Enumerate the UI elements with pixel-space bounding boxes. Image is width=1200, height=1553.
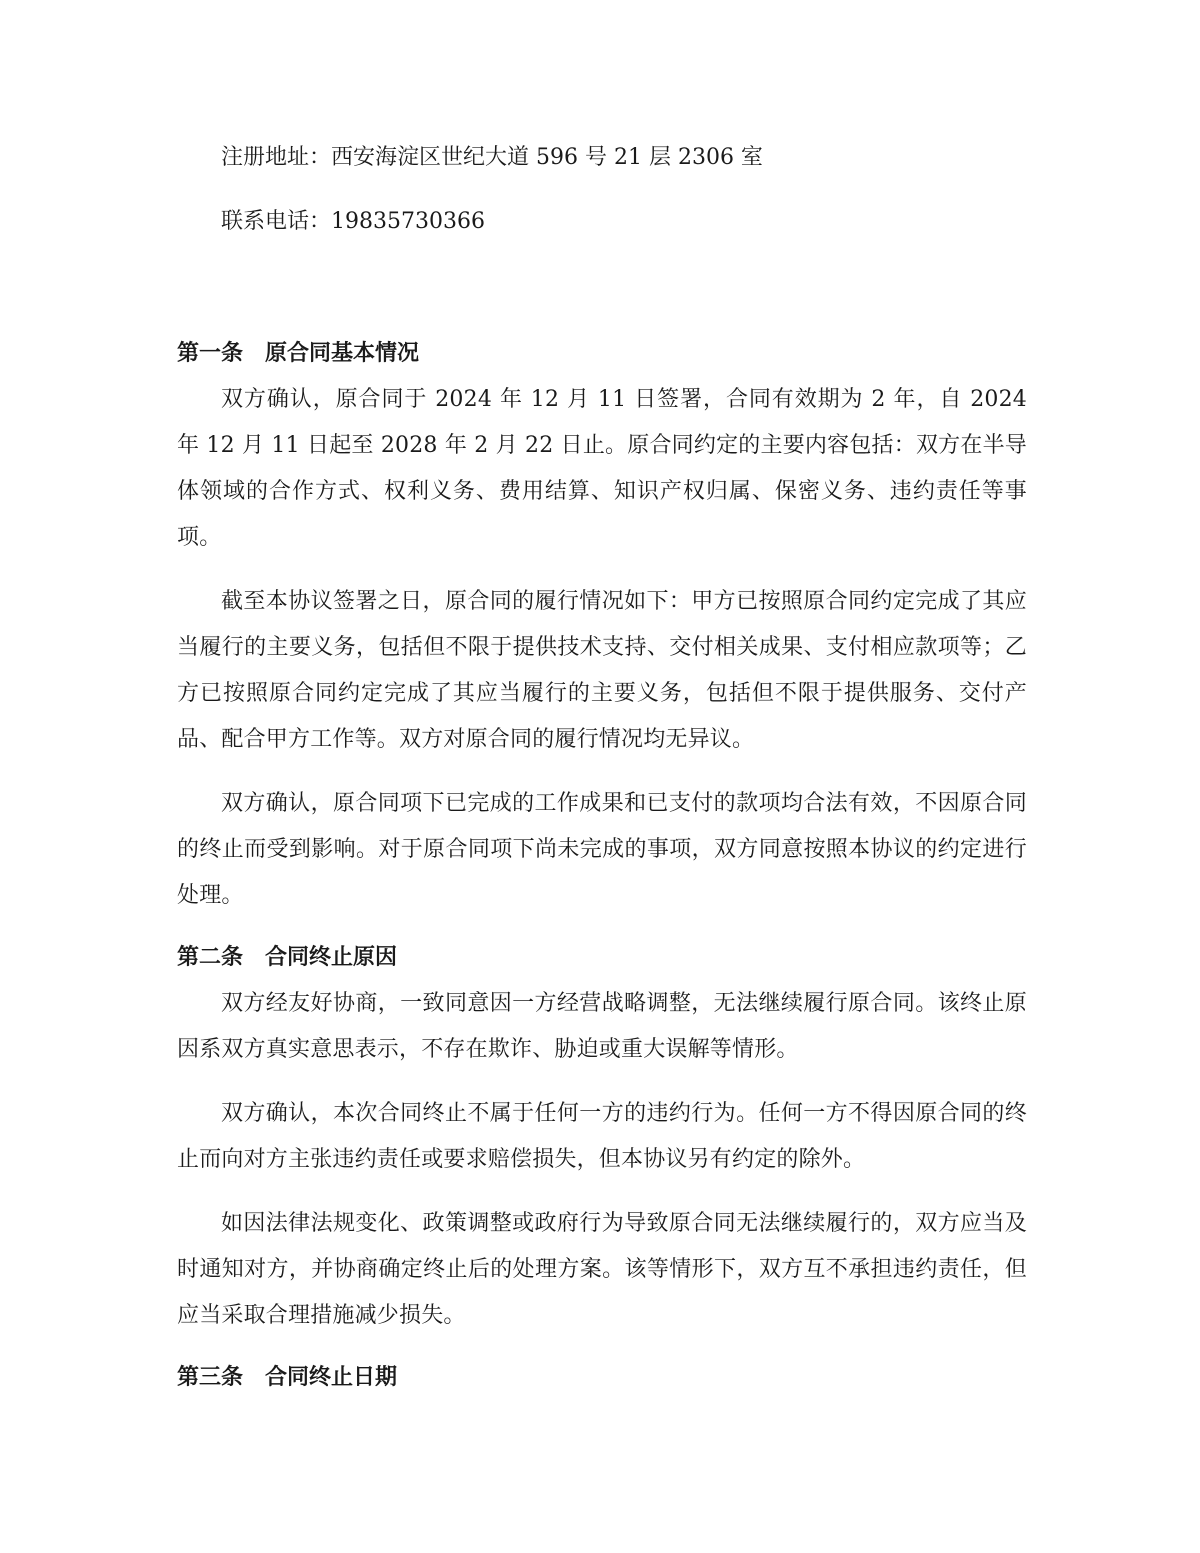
section-2-title: 第二条 合同终止原因 xyxy=(177,945,398,970)
section-2-paragraph-2: 双方确认，本次合同终止不属于任何一方的违约行为。任何一方不得因原合同的终止而向对方主张违约责任或要求赔偿损失，但本协议另有约定的除外。 xyxy=(177,1101,1027,1172)
section-1-title: 第一条 原合同基本情况 xyxy=(177,341,420,366)
section-1-paragraph-2: 截至本协议签署之日，原合同的履行情况如下：甲方已按照原合同约定完成了其应当履行的主要义务，包括但不限于提供技术支持、交付相关成果、支付相应款项等；乙方已按照原合同约定完成了其应当履行的主要义务，包括但不限于提供服务、交付产品、配合甲方工作等。双方对原合同的履行情况均无异议。 xyxy=(177,589,1027,752)
section-2-paragraph-3: 如因法律法规变化、政策调整或政府行为导致原合同无法继续履行的，双方应当及时通知对方，并协商确定终止后的处理方案。该等情形下，双方互不承担违约责任，但应当采取合理措施减少损失。 xyxy=(177,1211,1027,1328)
contact-phone: 联系电话：19835730366 xyxy=(221,209,485,234)
section-1-paragraph-1: 双方确认，原合同于 2024 年 12 月 11 日签署，合同有效期为 2 年，自 2024 年 12 月 11 日起至 2028 年 2 月 22 日止。原合同约定的主要内容包括：双方在半导体领域的合作方式、权利义务、费用结算、知识产权归属、保密义务、违约责任等事项。 xyxy=(177,387,1027,550)
section-1-paragraph-3: 双方确认，原合同项下已完成的工作成果和已支付的款项均合法有效，不因原合同的终止而受到影响。对于原合同项下尚未完成的事项，双方同意按照本协议的约定进行处理。 xyxy=(177,791,1027,908)
document-body xyxy=(177,135,1027,1401)
section-3-title: 第三条 合同终止日期 xyxy=(177,1365,398,1390)
section-2-paragraph-1: 双方经友好协商，一致同意因一方经营战略调整，无法继续履行原合同。该终止原因系双方真实意思表示，不存在欺诈、胁迫或重大误解等情形。 xyxy=(177,991,1027,1062)
registered-address: 注册地址：西安海淀区世纪大道 596 号 21 层 2306 室 xyxy=(221,145,763,170)
